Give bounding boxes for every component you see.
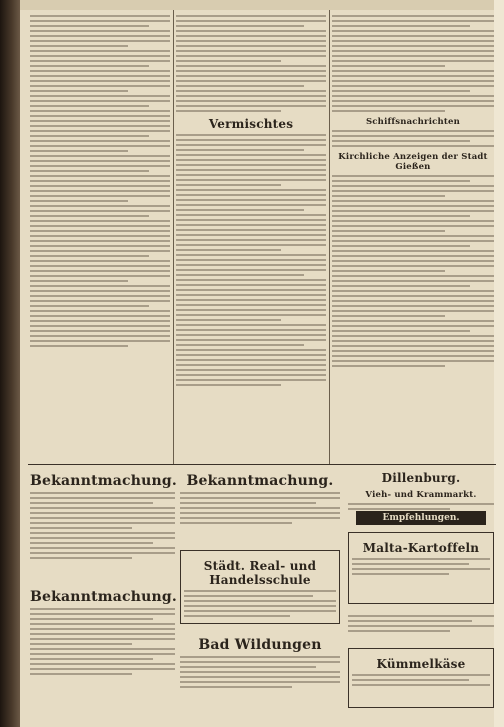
column-3 (332, 12, 494, 370)
market-subtitle: Vieh- und Krammarkt. (365, 490, 477, 500)
market-advert (348, 466, 494, 513)
notice-title: Bekanntmachung. (186, 473, 334, 489)
article-body (176, 134, 326, 386)
page-edge (494, 0, 504, 727)
recommendations-badge: Empfehlungen. (356, 511, 486, 525)
church-notices-heading: Kirchliche Anzeigen der Stadt Gießen (338, 152, 488, 172)
school-advert (180, 550, 340, 624)
article-body (176, 15, 326, 112)
church-notices-body (332, 175, 494, 367)
column-2 (176, 12, 326, 389)
column-1 (30, 12, 170, 350)
school-title: Städt. Real- und Handelsschule (203, 559, 317, 587)
recommendations-advert (348, 508, 494, 528)
bad-wildungen-advert (180, 632, 340, 691)
bad-wildungen-title: Bad Wildungen (198, 637, 322, 653)
page-header-strip (20, 0, 504, 10)
section-heading: Vermischtes (208, 117, 294, 131)
potatoes-title: Malta-Kartoffeln (362, 541, 480, 555)
column-rule (329, 10, 330, 465)
article-body (332, 15, 494, 112)
market-title: Dillenburg. (381, 471, 461, 485)
notice-title: Bekanntmachung. (30, 589, 177, 605)
cheese-advert (348, 648, 494, 708)
book-binding (0, 0, 20, 727)
column-rule (173, 10, 174, 465)
bekanntmachung-1 (30, 468, 175, 562)
cheese-title: Kümmelkäse (376, 657, 466, 671)
potatoes-advert (348, 532, 494, 604)
article-body (332, 130, 494, 147)
bekanntmachung-3 (180, 468, 340, 527)
shipping-news-heading: Schiffsnachrichten (365, 117, 461, 127)
notice-title: Bekanntmachung. (30, 473, 177, 489)
article-body (30, 15, 170, 347)
advert-rule (28, 464, 496, 465)
bekanntmachung-2 (30, 584, 175, 678)
other-adverts (348, 612, 494, 635)
